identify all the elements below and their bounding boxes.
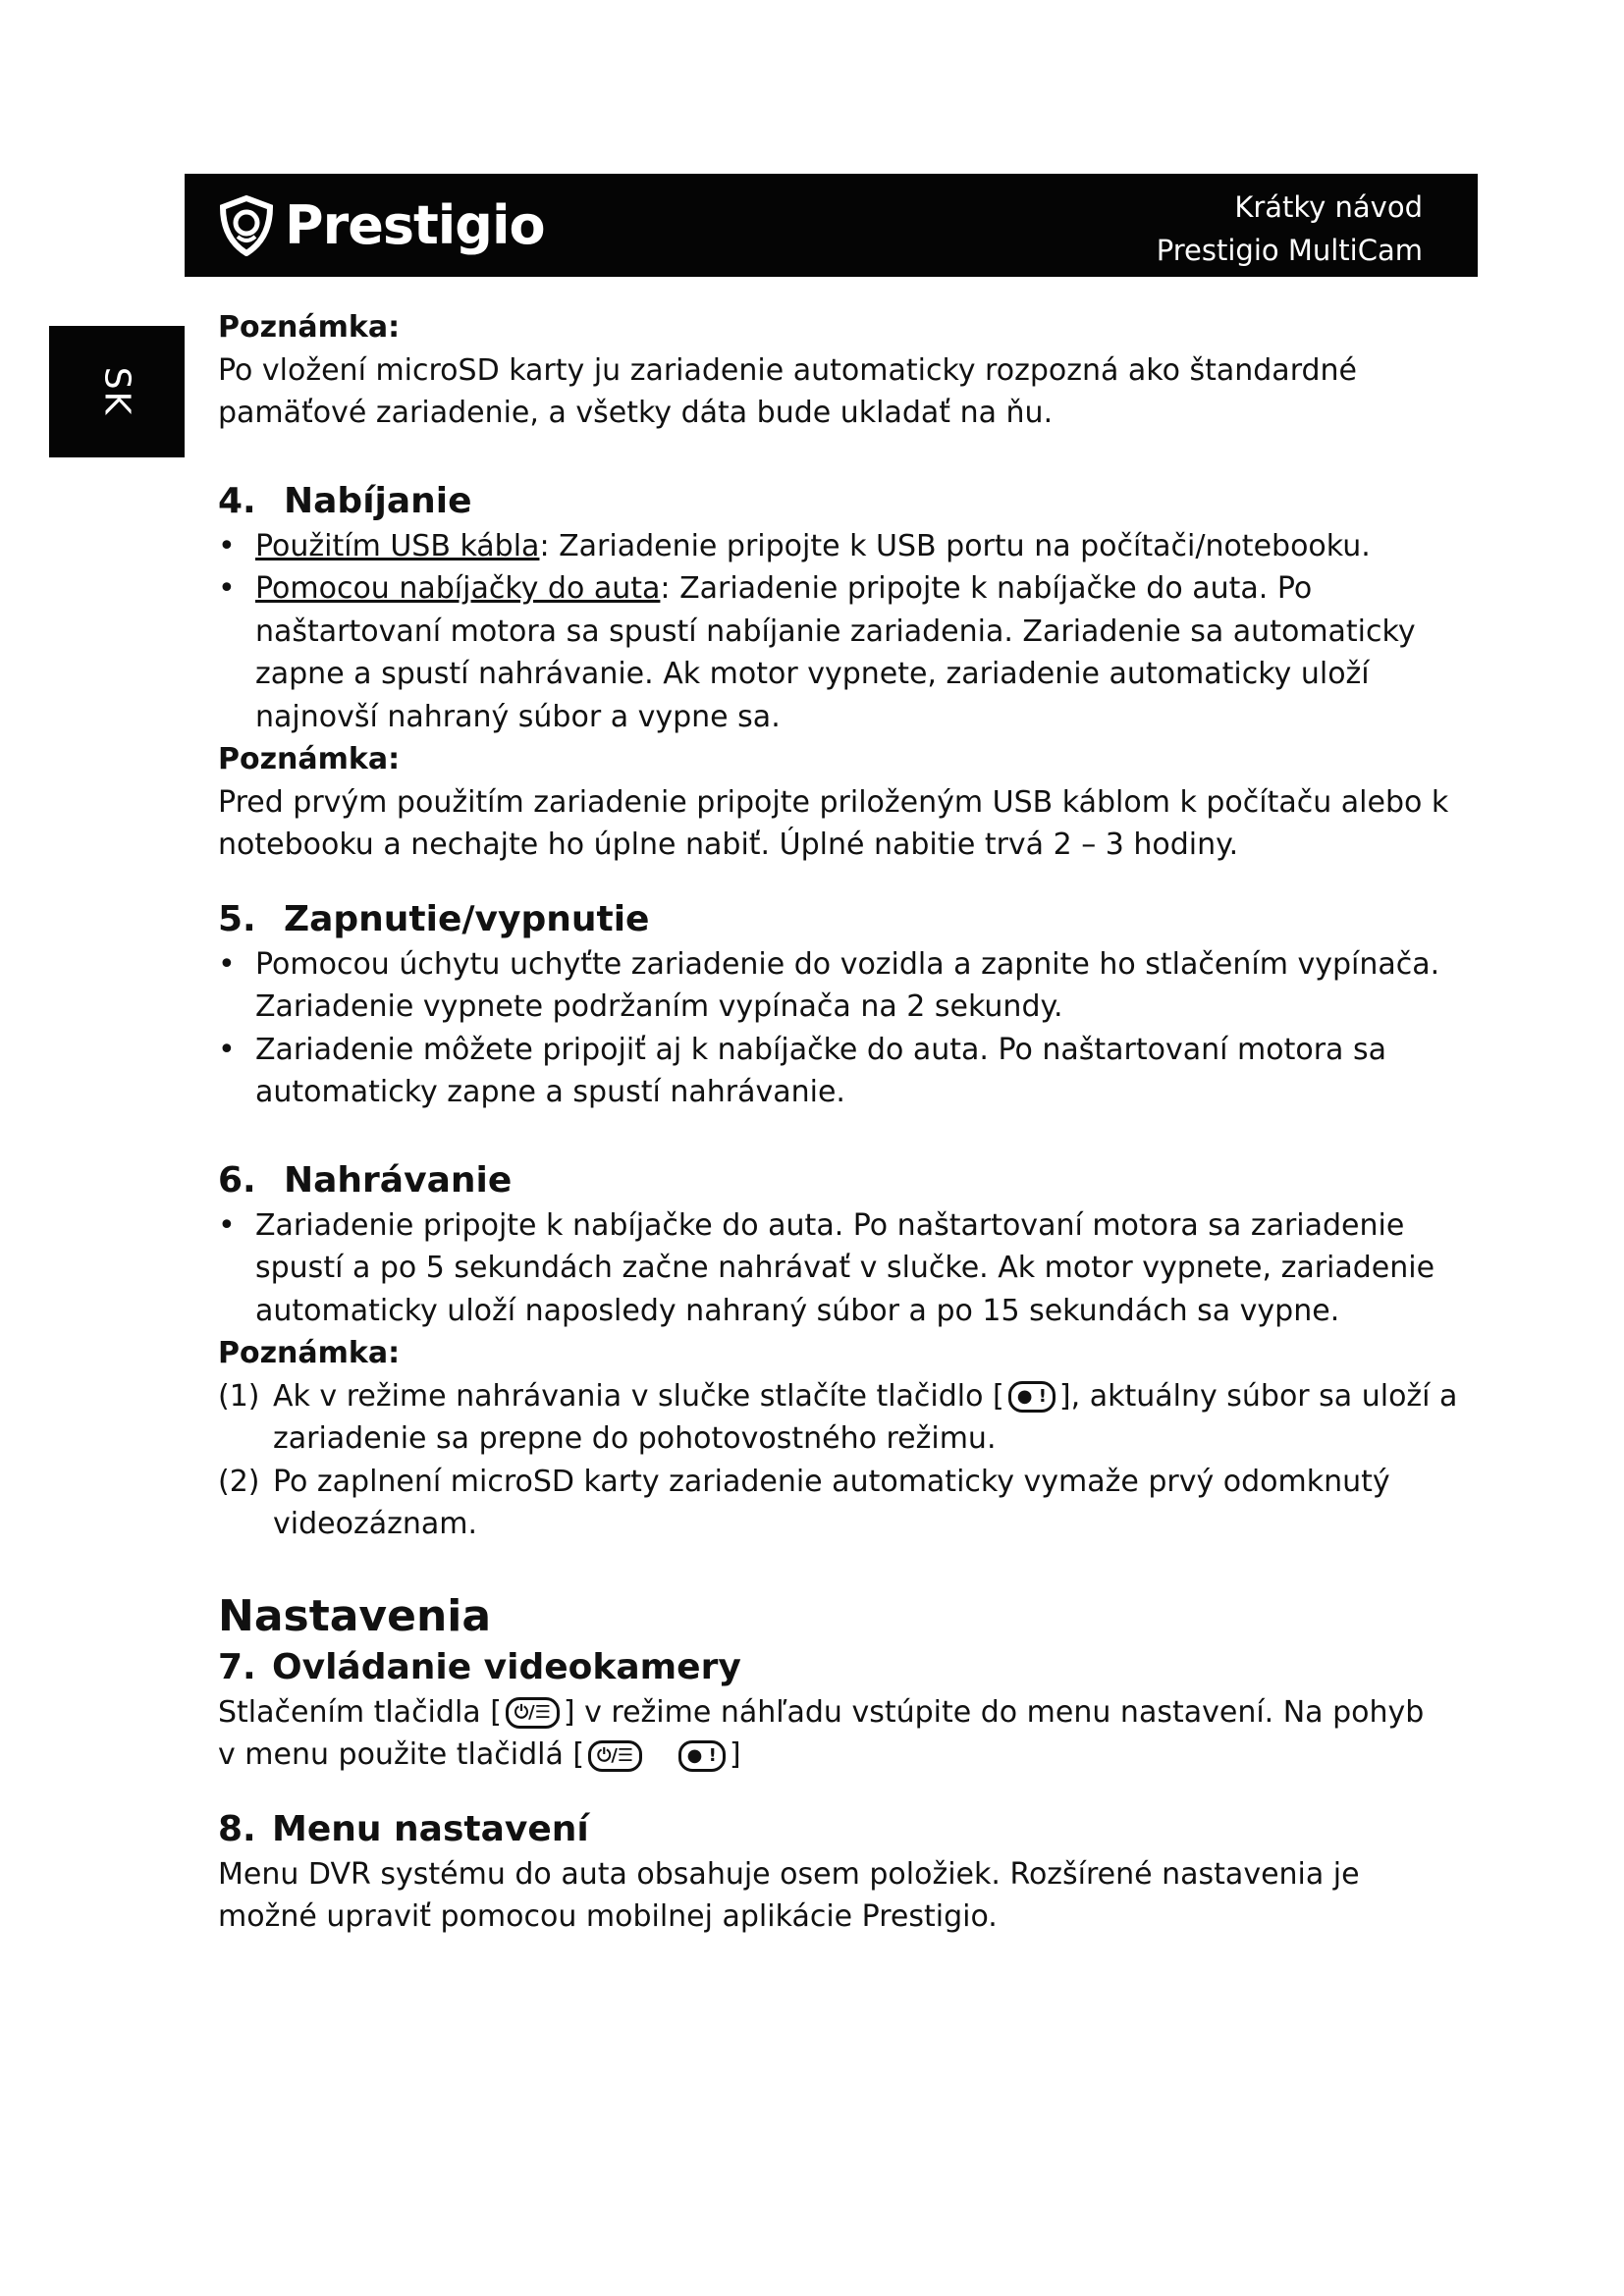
record-button-icon: ● ! — [678, 1740, 726, 1772]
language-code: SK — [96, 366, 137, 417]
intro-note-text: Po vložení microSD karty ju zariadenie automaticky rozpozná ako štandardné pamäťové zariadenie, a všetky dáta bude ukladať na ňu. — [218, 352, 1358, 430]
power-menu-button-icon: ⏻/☰ — [588, 1740, 642, 1772]
intro-note-label: Poznámka: — [218, 310, 401, 345]
page-content — [218, 306, 1465, 1939]
language-tab — [49, 326, 185, 457]
brand-logo — [218, 195, 545, 256]
section-4-note-text: Pred prvým použitím zariadenie pripojte priloženým USB káblom k počítaču alebo k notebooku a nechajte ho úplne nabiť. Úplné nabitie trvá 2 – 3 hodiny. — [218, 784, 1449, 862]
usb-cable-term: Použitím USB kábla — [255, 528, 540, 563]
record-button-icon: ● ! — [1008, 1381, 1056, 1413]
section-5-list — [218, 943, 1465, 1114]
section-8-heading: 8. Menu nastavení — [218, 1808, 589, 1849]
product-name: Prestigio MultiCam — [1156, 234, 1423, 267]
shield-logo-icon — [218, 195, 275, 256]
section-4-heading: 4. Nabíjanie — [218, 480, 472, 521]
section-6-heading: 6. Nahrávanie — [218, 1159, 513, 1201]
section-5-heading: 5. Zapnutie/vypnutie — [218, 898, 650, 939]
section-7-line-1: Stlačením tlačidla [ ⏻/☰ ] v režime náhľadu vstúpite do menu nastavení. Na pohyb — [218, 1694, 1425, 1730]
doc-type: Krátky návod — [1234, 190, 1423, 224]
page-header — [185, 174, 1478, 277]
section-6-note-label: Poznámka: — [218, 1336, 401, 1370]
list-item: • Zariadenie pripojte k nabíjačke do auta. Po naštartovaní motora sa zariadenie spustí a po 5 sekundách začne nahrávať v slučke. Ak motor vypnete, zariadenie automaticky uloží naposledy nahraný súbor a po 15 sekundách sa vypne. — [218, 1204, 1465, 1333]
list-item: • Zariadenie môžete pripojiť aj k nabíjačke do auta. Po naštartovaní motora sa automaticky zapne a spustí nahrávanie. — [218, 1029, 1465, 1114]
power-menu-button-icon: ⏻/☰ — [506, 1697, 560, 1729]
list-item: • Pomocou úchytu uchyťte zariadenie do vozidla a zapnite ho stlačením vypínača. Zariadenie vypnete podržaním vypínača na 2 sekundy. — [218, 943, 1465, 1029]
note-item-2: (2) Po zaplnení microSD karty zariadenie automaticky vymaže prvý odomknutý videozáznam. — [218, 1464, 1390, 1541]
list-item: • Pomocou nabíjačky do auta: Zariadenie pripojte k nabíjačke do auta. Po naštartovaní motora sa spustí nabíjanie zariadenia. Zariadenie sa automaticky zapne a spustí nahrávanie. Ak motor vypnete, zariadenie automaticky uloží najnovší nahraný súbor a vypne sa. — [218, 567, 1465, 738]
list-item: • Použitím USB kábla: Zariadenie pripojte k USB portu na počítači/notebooku. — [218, 525, 1465, 568]
section-4-list — [218, 525, 1465, 739]
header-title-block — [1157, 186, 1423, 272]
car-charger-term: Pomocou nabíjačky do auta — [255, 571, 661, 606]
settings-heading: Nastavenia — [218, 1590, 492, 1641]
section-7-heading: 7. Ovládanie videokamery — [218, 1646, 741, 1687]
section-6-list — [218, 1204, 1465, 1333]
logo-wordmark: Prestigio — [285, 194, 545, 256]
section-7-line-2: v menu použite tlačidlá [ ⏻/☰ ● ! ] — [218, 1737, 741, 1772]
section-8-text: Menu DVR systému do auta obsahuje osem položiek. Rozšírené nastavenia je možné upraviť pomocou mobilnej aplikácie Prestigio. — [218, 1856, 1360, 1934]
section-4-note-label: Poznámka: — [218, 742, 401, 776]
note-item-1: (1) Ak v režime nahrávania v slučke stlačíte tlačidlo [ ● ! ], aktuálny súbor sa uloží a zariadenie sa prepne do pohotovostného režimu. — [218, 1378, 1458, 1456]
